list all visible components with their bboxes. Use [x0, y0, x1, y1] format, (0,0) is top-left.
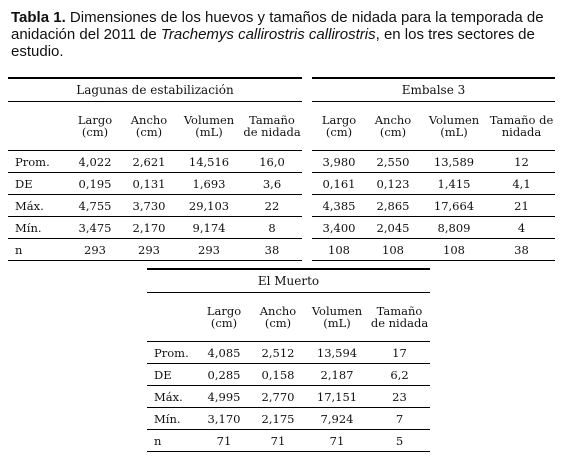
cell-ancho: 2,770 — [251, 386, 305, 408]
cell-ancho: 2,512 — [251, 342, 305, 364]
table-row — [147, 386, 430, 408]
row-label: Máx. — [147, 386, 197, 408]
caption-text-before: Dimensiones de los huevos y tamaños de nidada para la temporada de anidación del 2011 de — [11, 9, 544, 43]
cell-ancho: 2,175 — [251, 408, 305, 430]
cell-ancho: 2,621 — [122, 151, 176, 173]
header-ancho: Ancho (cm) — [122, 102, 176, 151]
table-embalse — [312, 77, 555, 261]
header-volumen: Volumen (mL) — [176, 102, 242, 151]
cell-ancho: 108 — [366, 239, 420, 261]
table-row — [147, 364, 430, 386]
table-row — [147, 430, 430, 452]
cell-ancho: 71 — [251, 430, 305, 452]
cell-largo: 0,161 — [312, 173, 366, 195]
cell-ancho: 0,131 — [122, 173, 176, 195]
cell-nidada: 16,0 — [242, 151, 302, 173]
row-label: Mín. — [147, 408, 197, 430]
caption-label: Tabla 1. — [11, 9, 66, 26]
cell-nidada: 5 — [369, 430, 430, 452]
cell-largo: 108 — [312, 239, 366, 261]
caption-text-after: , en los tres sectores de estudio. — [11, 26, 535, 60]
header-ancho: Ancho (cm) — [366, 102, 420, 151]
table-row — [147, 342, 430, 364]
table-row — [8, 239, 302, 261]
cell-nidada: 4 — [488, 217, 555, 239]
cell-nidada: 38 — [488, 239, 555, 261]
cell-largo: 4,085 — [197, 342, 251, 364]
header-empty — [8, 102, 68, 151]
cell-volumen: 14,516 — [176, 151, 242, 173]
cell-ancho: 0,123 — [366, 173, 420, 195]
cell-volumen: 293 — [176, 239, 242, 261]
header-largo: Largo (cm) — [68, 102, 122, 151]
cell-volumen: 13,589 — [420, 151, 488, 173]
table-caption — [11, 9, 556, 60]
table-row — [312, 173, 555, 195]
cell-ancho: 2,550 — [366, 151, 420, 173]
header-largo: Largo (cm) — [197, 293, 251, 342]
cell-nidada: 21 — [488, 195, 555, 217]
header-empty — [147, 293, 197, 342]
row-label: Mín. — [8, 217, 68, 239]
table-title: El Muerto — [147, 269, 430, 293]
cell-nidada: 22 — [242, 195, 302, 217]
cell-volumen: 1,415 — [420, 173, 488, 195]
cell-largo: 3,475 — [68, 217, 122, 239]
cell-largo: 4,022 — [68, 151, 122, 173]
cell-largo: 3,980 — [312, 151, 366, 173]
row-label: DE — [147, 364, 197, 386]
row-label: Prom. — [147, 342, 197, 364]
header-tamano-nidada: Tamaño de nidada — [488, 102, 555, 151]
row-label: DE — [8, 173, 68, 195]
table-title: Embalse 3 — [312, 78, 555, 102]
cell-volumen: 108 — [420, 239, 488, 261]
cell-volumen: 29,103 — [176, 195, 242, 217]
cell-largo: 3,170 — [197, 408, 251, 430]
table-row — [312, 151, 555, 173]
caption-species: Trachemys callirostris callirostris — [160, 26, 376, 43]
row-label: n — [8, 239, 68, 261]
cell-ancho: 3,730 — [122, 195, 176, 217]
cell-volumen: 2,187 — [305, 364, 369, 386]
cell-nidada: 3,6 — [242, 173, 302, 195]
cell-largo: 4,995 — [197, 386, 251, 408]
header-volumen: Volumen (mL) — [305, 293, 369, 342]
cell-largo: 3,400 — [312, 217, 366, 239]
cell-largo: 4,755 — [68, 195, 122, 217]
cell-volumen: 17,664 — [420, 195, 488, 217]
cell-volumen: 17,151 — [305, 386, 369, 408]
cell-nidada: 12 — [488, 151, 555, 173]
cell-nidada: 4,1 — [488, 173, 555, 195]
cell-largo: 4,385 — [312, 195, 366, 217]
table-row — [8, 151, 302, 173]
table-el-muerto — [147, 268, 430, 452]
cell-volumen: 1,693 — [176, 173, 242, 195]
cell-ancho: 293 — [122, 239, 176, 261]
cell-ancho: 0,158 — [251, 364, 305, 386]
cell-volumen: 13,594 — [305, 342, 369, 364]
cell-nidada: 6,2 — [369, 364, 430, 386]
table-row — [312, 239, 555, 261]
header-ancho: Ancho (cm) — [251, 293, 305, 342]
cell-volumen: 71 — [305, 430, 369, 452]
cell-largo: 71 — [197, 430, 251, 452]
table-row — [8, 195, 302, 217]
cell-volumen: 9,174 — [176, 217, 242, 239]
header-volumen: Volumen (mL) — [420, 102, 488, 151]
cell-volumen: 8,809 — [420, 217, 488, 239]
cell-nidada: 8 — [242, 217, 302, 239]
cell-nidada: 23 — [369, 386, 430, 408]
table-row — [147, 408, 430, 430]
cell-largo: 0,285 — [197, 364, 251, 386]
cell-ancho: 2,170 — [122, 217, 176, 239]
row-label: Prom. — [8, 151, 68, 173]
header-tamano-nidada: Tamaño de nidada — [369, 293, 430, 342]
row-label: Máx. — [8, 195, 68, 217]
cell-largo: 0,195 — [68, 173, 122, 195]
table-row — [312, 195, 555, 217]
table-row — [312, 217, 555, 239]
header-largo: Largo (cm) — [312, 102, 366, 151]
cell-ancho: 2,865 — [366, 195, 420, 217]
cell-nidada: 38 — [242, 239, 302, 261]
row-label: n — [147, 430, 197, 452]
table-row — [8, 173, 302, 195]
cell-volumen: 7,924 — [305, 408, 369, 430]
cell-nidada: 7 — [369, 408, 430, 430]
table-lagunas — [8, 77, 302, 261]
table-row — [8, 217, 302, 239]
header-tamano-nidada: Tamaño de nidada — [242, 102, 302, 151]
table-title: Lagunas de estabilización — [8, 78, 302, 102]
cell-largo: 293 — [68, 239, 122, 261]
cell-nidada: 17 — [369, 342, 430, 364]
cell-ancho: 2,045 — [366, 217, 420, 239]
